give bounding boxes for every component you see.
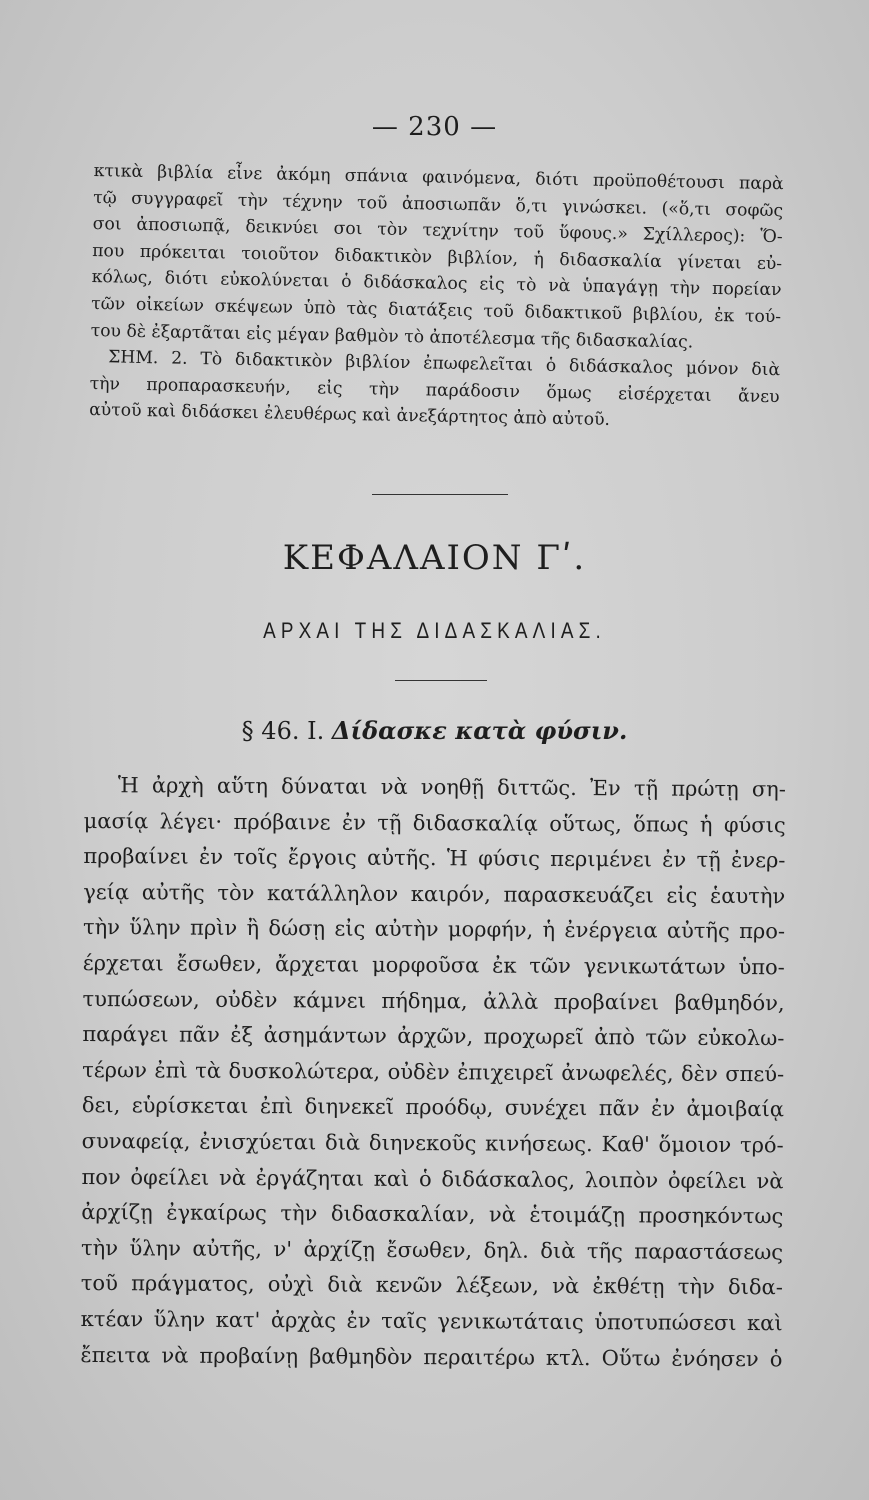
text-line: γείᾳ αὐτῆς τὸν κατάλληλον καιρόν, παρασκευάζει εἰς ἑαυτὴν — [83, 879, 786, 909]
continued-paragraph — [89, 158, 784, 437]
text-line: τῷ συγγραφεῖ τὴν τέχνην τοῦ ἀποσιωπᾶν ὅ,τι γινώσκει. («ὅ,τι σοφῶς — [93, 187, 784, 221]
section-title: Δίδασκε κατὰ φύσιν. — [331, 716, 628, 745]
text-line: μασίᾳ λέγει· πρόβαινε ἐν τῇ διδασκαλίᾳ οὕτως, ὅπως ἡ φύσις — [83, 808, 786, 837]
text-line: του δὲ ἐξαρτᾶται εἰς μέγαν βαθμὸν τὸ ἀποτέλεσμα τῆς διδασκαλίας. — [90, 320, 694, 353]
chapter-subtitle: ΑΡΧΑΙ ΤΗΣ ΔΙΔΑΣΚΑΛΙΑΣ. — [263, 618, 606, 643]
body-paragraph — [80, 768, 786, 1377]
text-line: συναφείᾳ, ἐνισχύεται διὰ διηνεκοῦς κινήσεως. Καθ' ὅμοιον τρό- — [81, 1128, 784, 1158]
text-line: τοῦ πράγματος, οὐχὶ διὰ κενῶν λέξεων, νὰ ἐκθέτῃ τὴν διδα- — [80, 1271, 783, 1300]
divider-rule — [372, 494, 508, 495]
divider-rule — [395, 680, 487, 681]
text-line: παράγει πᾶν ἐξ ἀσημάντων ἀρχῶν, προχωρεῖ ἀπὸ τῶν εὐκολω- — [82, 1022, 785, 1051]
text-line: πον ὀφείλει νὰ ἐργάζηται καὶ ὁ διδάσκαλος, λοιπὸν ὀφείλει νὰ — [81, 1164, 784, 1193]
text-line: προβαίνει ἐν τοῖς ἔργοις αὐτῆς. Ἡ φύσις περιμένει ἐν τῇ ἐνερ- — [83, 844, 786, 873]
section-number: § 46. I. — [241, 717, 325, 745]
section-heading — [0, 716, 869, 745]
text-line: τὴν ὕλην πρὶν ἢ δώσῃ εἰς αὐτὴν μορφήν, ἡ ἐνέργεια αὐτῆς προ- — [82, 915, 786, 944]
text-line: τέρων ἐπὶ τὰ δυσκολώτερα, οὐδὲν ἐπιχειρεῖ ἀνωφελές, δὲν σπεύ- — [82, 1057, 785, 1087]
note-line: ΣΗΜ. 2. Τὸ διδακτικὸν βιβλίον ἐπωφελεῖται ὁ διδάσκαλος μόνον διὰ — [107, 347, 781, 381]
text-line: δει, εὑρίσκεται ἐπὶ διηνεκεῖ προόδῳ, συνέχει πᾶν ἐν ἀμοιβαίᾳ — [81, 1093, 784, 1122]
text-line: ἔπειτα νὰ προβαίνῃ βαθμηδὸν περαιτέρω κτλ. Οὕτω ἐνόησεν ὁ — [80, 1342, 783, 1371]
text-line: Ἡ ἀρχὴ αὕτη δύναται νὰ νοηθῇ διττῶς. Ἐν τῇ πρώτῃ ση- — [117, 773, 786, 802]
note-line: αὐτοῦ καὶ διδάσκει ἐλευθέρως καὶ ἀνεξάρτητος ἀπὸ αὐτοῦ. — [88, 400, 611, 431]
text-line: τυπώσεων, οὐδὲν κάμνει πήδημα, ἀλλὰ προβαίνει βαθμηδόν, — [82, 986, 785, 1015]
text-line: έρχεται ἔσωθεν, ἄρχεται μορφοῦσα ἐκ τῶν γενικωτάτων ὑπο- — [82, 950, 785, 980]
page-number: — 230 — — [371, 112, 498, 142]
text-line: σοι ἀποσιωπᾷ, δεικνύει σοι τὸν τεχνίτην τοῦ ὕφους.» Σχίλλερος): Ὅ- — [92, 214, 783, 248]
text-line: τῶν οἰκείων σκέψεων ὑπὸ τὰς διατάξεις τοῦ διδακτικοῦ βιβλίου, ἐκ τού- — [91, 293, 782, 328]
text-line: κόλως, διότι εὐκολύνεται ὁ διδάσκαλος εἰς τὸ νὰ ὑπαγάγῃ τὴν πορείαν — [91, 267, 782, 301]
text-line: ἀρχίζῃ ἐγκαίρως τὴν διδασκαλίαν, νὰ ἑτοιμάζῃ προσηκόντως — [81, 1200, 784, 1229]
text-line: τὴν ὕλην αὐτῆς, ν' ἀρχίζῃ ἔσωθεν, δηλ. διὰ τῆς παραστάσεως — [80, 1235, 784, 1264]
text-line: κτέαν ὕλην κατ' ἀρχὰς ἐν ταῖς γενικωτάταις ὑποτυπώσεσι καὶ — [80, 1306, 783, 1336]
text-line: που πρόκειται τοιοῦτον διδακτικὸν βιβλίον, ἡ διδασκαλία γίνεται εὐ- — [92, 240, 783, 275]
chapter-title: ΚΕΦΑΛΑΙΟΝ Γʹ. — [282, 538, 587, 578]
note-line: τὴν προπαρασκευήν, εἰς τὴν παράδοσιν ὅμως εἰσέρχεται ἄνευ — [89, 373, 780, 407]
text-line: κτικὰ βιβλία εἶνε ἀκόμη σπάνια φαινόμενα, διότι προϋποθέτουσι παρὰ — [93, 160, 784, 195]
